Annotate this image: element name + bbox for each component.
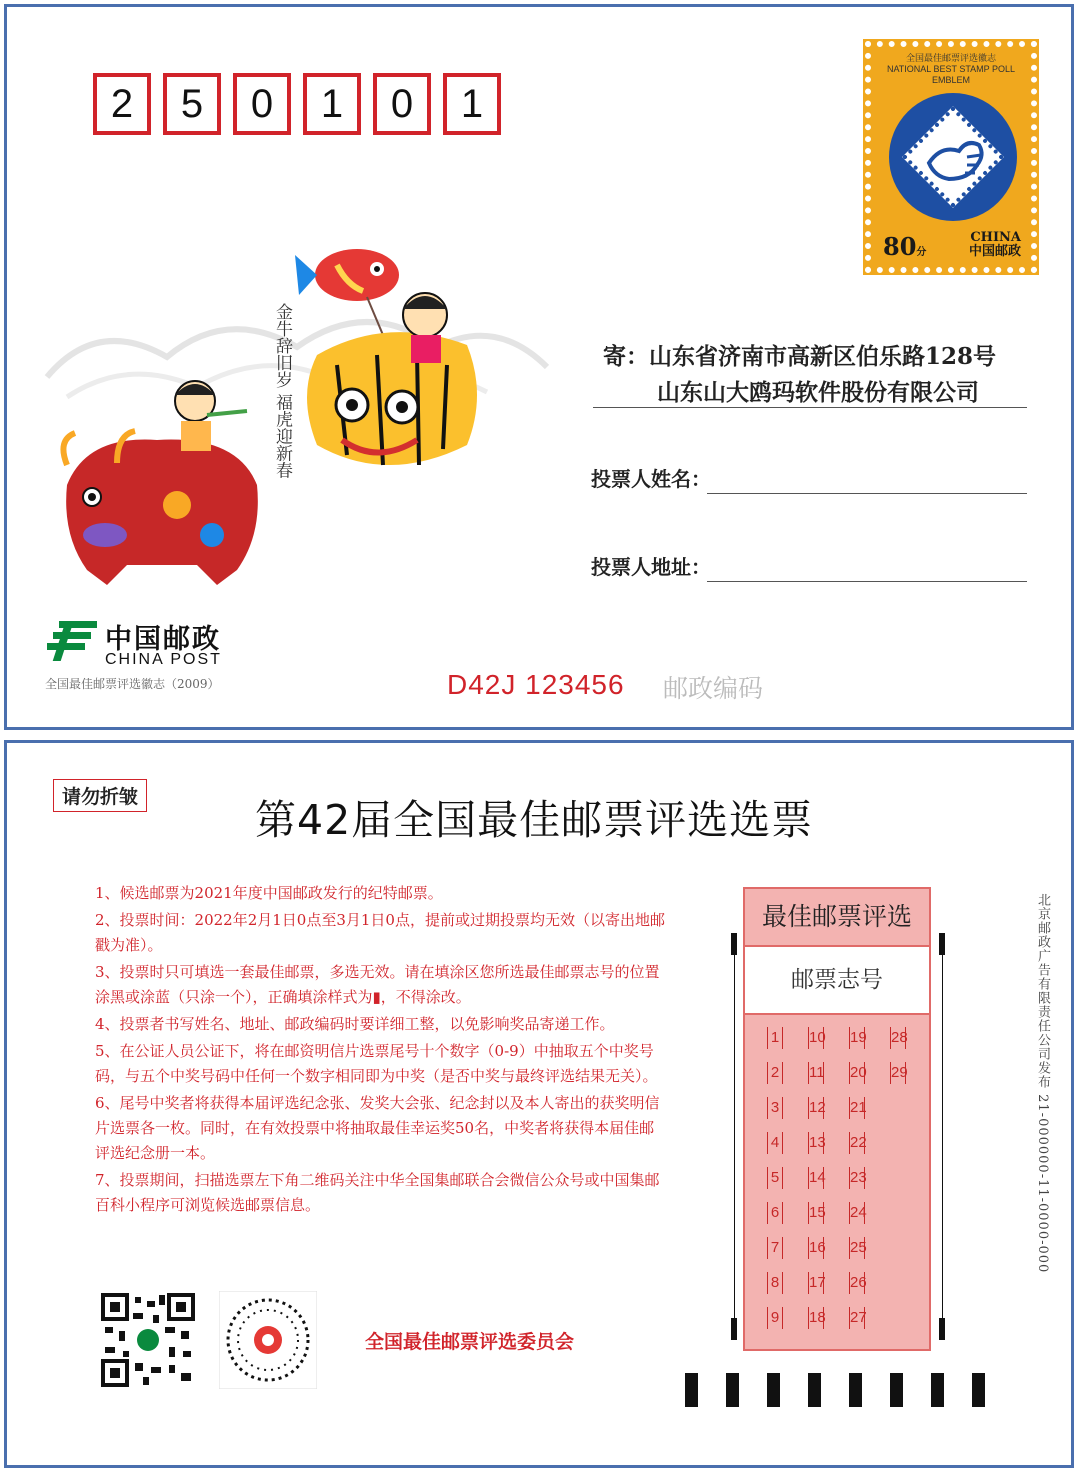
postal-code-digit[interactable]: 2 xyxy=(93,73,151,135)
postal-code-label: 邮政编码 xyxy=(663,674,764,703)
postal-code-digit[interactable]: 1 xyxy=(303,73,361,135)
postcard-front xyxy=(4,4,1074,730)
vote-number-grid xyxy=(745,1015,929,1349)
barcode-bar xyxy=(685,1373,698,1407)
vote-option-19[interactable]: 19 xyxy=(849,1027,865,1049)
no-fold-notice: 请勿折皱 xyxy=(53,779,147,812)
emblem-note: 全国最佳邮票评选徽志（2009） xyxy=(45,677,220,691)
recipient-address xyxy=(603,339,996,411)
tiger-icon xyxy=(307,332,477,465)
serial-number: D42J 123456 xyxy=(447,669,625,700)
rule-item: 6、尾号中奖者将获得本届评选纪念张、发奖大会张、纪念封以及本人寄出的获奖明信片选票各一枚。同时，在有效投票中将抽取最佳幸运奖50名，中奖者将获得本届佳邮评选纪念册一本。 xyxy=(95,1094,660,1162)
boy-icon xyxy=(175,381,247,451)
recipient-line-1: 寄：山东省济南市高新区伯乐路128号 xyxy=(603,343,997,370)
ballot-rules xyxy=(95,881,665,1220)
postcard-back xyxy=(4,740,1074,1468)
qr-code-icon[interactable] xyxy=(99,1291,197,1389)
stamp-country-en: CHINA xyxy=(970,230,1021,245)
barcode-bar xyxy=(890,1373,903,1407)
bottom-barcode xyxy=(685,1373,985,1407)
barcode-bar xyxy=(767,1373,780,1407)
vote-option-17[interactable]: 17 xyxy=(808,1272,824,1294)
address-underline xyxy=(593,407,1027,408)
vote-option-18[interactable]: 18 xyxy=(808,1307,824,1329)
vote-option-15[interactable]: 15 xyxy=(808,1202,824,1224)
vote-option-28[interactable]: 28 xyxy=(890,1027,906,1049)
fish-kite-icon xyxy=(295,249,399,335)
vote-option-10[interactable]: 10 xyxy=(808,1027,824,1049)
vote-option-29[interactable]: 29 xyxy=(890,1062,906,1084)
vote-option-20[interactable]: 20 xyxy=(849,1062,865,1084)
publisher-note: 北京邮政广告有限责任公司发布 21-000000-11-0000-000 xyxy=(1035,893,1050,1274)
vote-option-22[interactable]: 22 xyxy=(849,1132,865,1154)
vote-option-2[interactable]: 2 xyxy=(767,1062,783,1084)
vote-option-24[interactable]: 24 xyxy=(849,1202,865,1224)
guide-line xyxy=(942,955,943,1318)
vote-box xyxy=(743,887,931,1351)
stamp-header xyxy=(871,53,1031,86)
vote-option-9[interactable]: 9 xyxy=(767,1307,783,1329)
china-post-cn: 中国邮政 xyxy=(105,624,221,655)
vote-option-16[interactable]: 16 xyxy=(808,1237,824,1259)
poem-text: 金牛辞旧岁 福虎迎新春 xyxy=(272,303,292,479)
mini-program-code-icon[interactable] xyxy=(219,1291,317,1389)
guide-line xyxy=(734,955,735,1318)
barcode-bar xyxy=(931,1373,944,1407)
vote-option-6[interactable]: 6 xyxy=(767,1202,783,1224)
vote-option-26[interactable]: 26 xyxy=(849,1272,865,1294)
china-post-emblem-icon xyxy=(45,617,99,663)
vote-option-7[interactable]: 7 xyxy=(767,1237,783,1259)
china-post-en: CHINA POST xyxy=(105,651,222,668)
voter-address-label: 投票人地址： xyxy=(591,555,711,579)
vote-option-1[interactable]: 1 xyxy=(767,1027,783,1049)
stamp-country xyxy=(969,231,1021,259)
timing-mark xyxy=(939,1318,945,1340)
stamp-value-number: 80 xyxy=(883,232,917,261)
postal-code-digit[interactable]: 0 xyxy=(233,73,291,135)
postal-code-digit[interactable]: 1 xyxy=(443,73,501,135)
stamp-value xyxy=(883,232,926,261)
stamp-country-cn: 中国邮政 xyxy=(968,244,1021,259)
ballot-title: 第42届全国最佳邮票评选选票 xyxy=(255,796,814,844)
vote-option-21[interactable]: 21 xyxy=(849,1097,865,1119)
voter-address-field[interactable] xyxy=(707,581,1027,582)
barcode-bar xyxy=(849,1373,862,1407)
stamp-header-cn: 全国最佳邮票评选徽志 xyxy=(905,53,996,63)
postage-stamp xyxy=(865,41,1037,273)
committee-name: 全国最佳邮票评选委员会 xyxy=(365,1331,575,1353)
voter-name-field[interactable] xyxy=(707,493,1027,494)
timing-mark xyxy=(731,933,737,955)
vote-option-8[interactable]: 8 xyxy=(767,1272,783,1294)
barcode-bar xyxy=(726,1373,739,1407)
vote-option-23[interactable]: 23 xyxy=(849,1167,865,1189)
voter-name-label: 投票人姓名： xyxy=(591,467,711,491)
vote-option-13[interactable]: 13 xyxy=(808,1132,824,1154)
vote-option-14[interactable]: 14 xyxy=(808,1167,824,1189)
vote-option-4[interactable]: 4 xyxy=(767,1132,783,1154)
stamp-value-unit: 分 xyxy=(916,247,927,258)
rule-item: 3、投票时只可填选一套最佳邮票，多选无效。请在填涂区您所选最佳邮票志号的位置涂黑或涂蓝（只涂一个），正确填涂样式为▮，不得涂改。 xyxy=(95,963,660,1006)
vote-option-5[interactable]: 5 xyxy=(767,1167,783,1189)
rule-item: 4、投票者书写姓名、地址、邮政编码时要详细工整，以免影响奖品寄递工作。 xyxy=(95,1015,615,1033)
china-post-logo xyxy=(45,617,222,668)
vote-box-title: 最佳邮票评选 xyxy=(745,889,929,947)
barcode-bar xyxy=(972,1373,985,1407)
stamp-header-en: NATIONAL BEST STAMP POLL EMBLEM xyxy=(886,64,1016,85)
vote-option-25[interactable]: 25 xyxy=(849,1237,865,1259)
vote-option-12[interactable]: 12 xyxy=(808,1097,824,1119)
dove-thumb-icon xyxy=(889,93,1017,221)
timing-mark xyxy=(939,933,945,955)
postal-code-boxes xyxy=(93,73,501,135)
vote-box-subtitle: 邮票志号 xyxy=(745,947,929,1015)
postal-code-digit[interactable]: 5 xyxy=(163,73,221,135)
postal-code-digit[interactable]: 0 xyxy=(373,73,431,135)
barcode-bar xyxy=(808,1373,821,1407)
ox-icon xyxy=(63,431,257,585)
rule-item: 2、投票时间：2022年2月1日0点至3月1日0点，提前或过期投票均无效（以寄出地邮戳为准）。 xyxy=(95,911,665,954)
timing-mark xyxy=(731,1318,737,1340)
vote-option-11[interactable]: 11 xyxy=(808,1062,824,1084)
stamp-emblem xyxy=(889,93,1017,221)
recipient-line-2: 山东山大鸥玛软件股份有限公司 xyxy=(657,379,979,406)
rule-item: 7、投票期间，扫描选票左下角二维码关注中华全国集邮联合会微信公众号或中国集邮百科小程序可浏览候选邮票信息。 xyxy=(95,1171,660,1214)
vote-option-27[interactable]: 27 xyxy=(849,1307,865,1329)
vote-option-3[interactable]: 3 xyxy=(767,1097,783,1119)
rule-item: 1、候选邮票为2021年度中国邮政发行的纪特邮票。 xyxy=(95,884,443,902)
rule-item: 5、在公证人员公证下，将在邮资明信片选票尾号十个数字（0-9）中抽取五个中奖号码，与五个中奖号码中任何一个数字相同即为中奖（是否中奖与最终评选结果无关）。 xyxy=(95,1042,658,1085)
